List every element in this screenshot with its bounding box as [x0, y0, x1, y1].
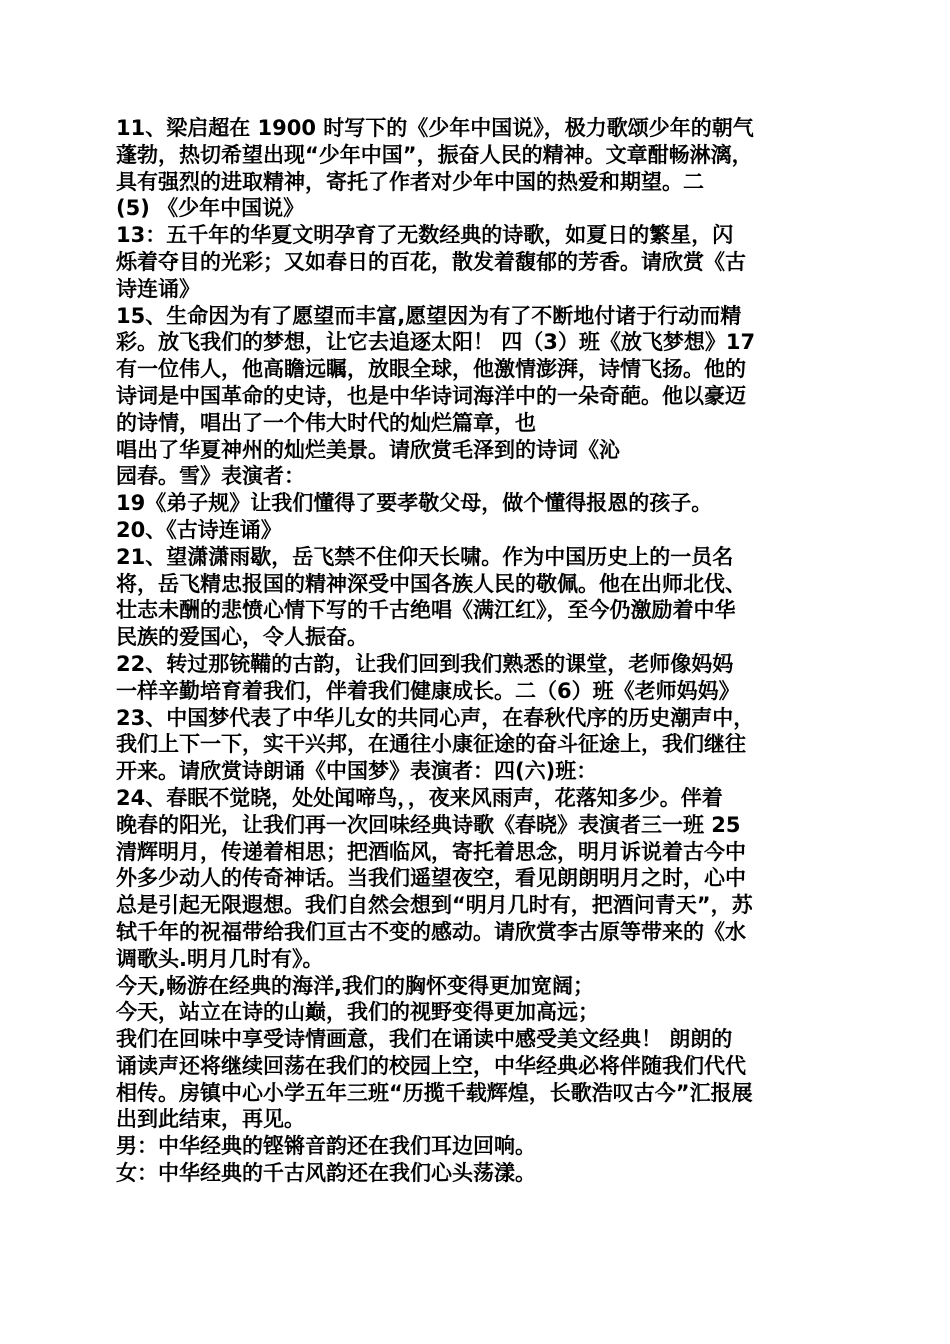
text-line: 具有强烈的进取精神，寄托了作者对少年中国的热爱和期望。二: [116, 169, 704, 194]
text-line: 调歌头.明月几时有》。: [116, 946, 324, 971]
text-line: 我们上下一下，实干兴邦，在通往小康征途的奋斗征途上，我们继往: [116, 732, 746, 757]
text-line: 晚春的阳光，让我们再一次回味经典诗歌《春晓》表演者三一班 25: [116, 812, 741, 837]
text-line: 13：五千年的华夏文明孕育了无数经典的诗歌，如夏日的繁星，闪: [116, 223, 734, 248]
text-line: 烁着夺目的光彩；又如春日的百花，散发着馥郁的芳香。请欣赏《古: [116, 249, 746, 274]
document-text: [116, 115, 846, 1187]
text-line: 11、梁启超在 1900 时写下的《少年中国说》，极力歌颂少年的朝气: [116, 116, 754, 140]
text-line: 24、春眠不觉晓，处处闻啼鸟，，夜来风雨声，花落知多少。伴着: [116, 785, 723, 810]
text-line: 一样辛勤培育着我们，伴着我们健康成长。二（6）班《老师妈妈》: [116, 678, 740, 703]
text-line: 诵读声还将继续回荡在我们的校园上空，中华经典必将伴随我们代代: [116, 1053, 746, 1078]
text-line: 今天，站立在诗的山巅，我们的视野变得更加高远；: [116, 1000, 599, 1025]
text-line: 清辉明月，传递着相思；把酒临风，寄托着思念，明月诉说着古今中: [116, 839, 746, 864]
text-line: 园春。雪》表演者：: [116, 464, 305, 489]
text-line: 今天,畅游在经典的海洋,我们的胸怀变得更加宽阔；: [116, 973, 594, 998]
text-line: 总是引起无限遐想。我们自然会想到“明月几时有，把酒问青天”，苏: [116, 893, 753, 918]
text-line: 的诗情，唱出了一个伟大时代的灿烂篇章，也: [116, 410, 536, 435]
text-line: 有一位伟人，他高瞻远瞩，放眼全球，他激情澎湃，诗情飞扬。他的: [116, 357, 746, 382]
text-line: 出到此结束，再见。: [116, 1107, 305, 1132]
text-line: 彩。放飞我们的梦想，让它去追逐太阳！ 四（3）班《放飞梦想》17: [116, 330, 756, 355]
text-line: 外多少动人的传奇神话。当我们遥望夜空，看见朗朗明月之时，心中: [116, 866, 746, 891]
text-line: 民族的爱国心，令人振奋。: [116, 625, 368, 650]
text-line: 男：中华经典的铿锵音韵还在我们耳边回响。: [116, 1134, 536, 1159]
text-line: 15、生命因为有了愿望而丰富,愿望因为有了不断地付诸于行动而精: [116, 303, 742, 328]
text-line: 19《弟子规》让我们懂得了要孝敬父母，做个懂得报恩的孩子。: [116, 491, 713, 516]
text-line: 唱出了华夏神州的灿烂美景。请欣赏毛泽到的诗词《沁: [116, 437, 620, 462]
text-line: 20、《古诗连诵》: [116, 517, 282, 542]
text-line: 22、转过那铳鞴的古韵，让我们回到我们熟悉的课堂，老师像妈妈: [116, 651, 734, 676]
text-line: 相传。房镇中心小学五年三班“历揽千载辉煌，长歌浩叹古今”汇报展: [116, 1080, 753, 1105]
text-line: 诗词是中国革命的史诗，也是中华诗词海洋中的一朵奇葩。他以豪迈: [116, 383, 746, 408]
text-line: 开来。请欣赏诗朗诵《中国梦》表演者：四(六)班：: [116, 759, 598, 784]
text-line: 轼千年的祝福带给我们亘古不变的感动。请欣赏李古原等带来的《水: [116, 919, 746, 944]
text-line: 女：中华经典的千古风韵还在我们心头荡漾。: [116, 1161, 536, 1186]
text-line: 23、中国梦代表了中华儿女的共同心声，在春秋代序的历史潮声中，: [116, 705, 755, 730]
text-line: 将，岳飞精忠报国的精神深受中国各族人民的敬佩。他在出师北伐、: [116, 571, 746, 596]
text-line: 蓬勃，热切希望出现“少年中国”，振奋人民的精神。文章酣畅淋漓，: [116, 142, 753, 167]
text-line: 我们在回味中享受诗情画意，我们在诵读中感受美文经典！ 朗朗的: [116, 1027, 733, 1052]
text-line: 诗连诵》: [116, 276, 200, 301]
text-line: (5) 《少年中国说》: [116, 196, 305, 221]
text-line: 壮志未酬的悲愤心情下写的千古绝唱《满江红》，至今仍激励着中华: [116, 598, 736, 623]
text-line: 21、望潇潇雨歇，岳飞禁不住仰天长啸。作为中国历史上的一员名: [116, 544, 734, 569]
